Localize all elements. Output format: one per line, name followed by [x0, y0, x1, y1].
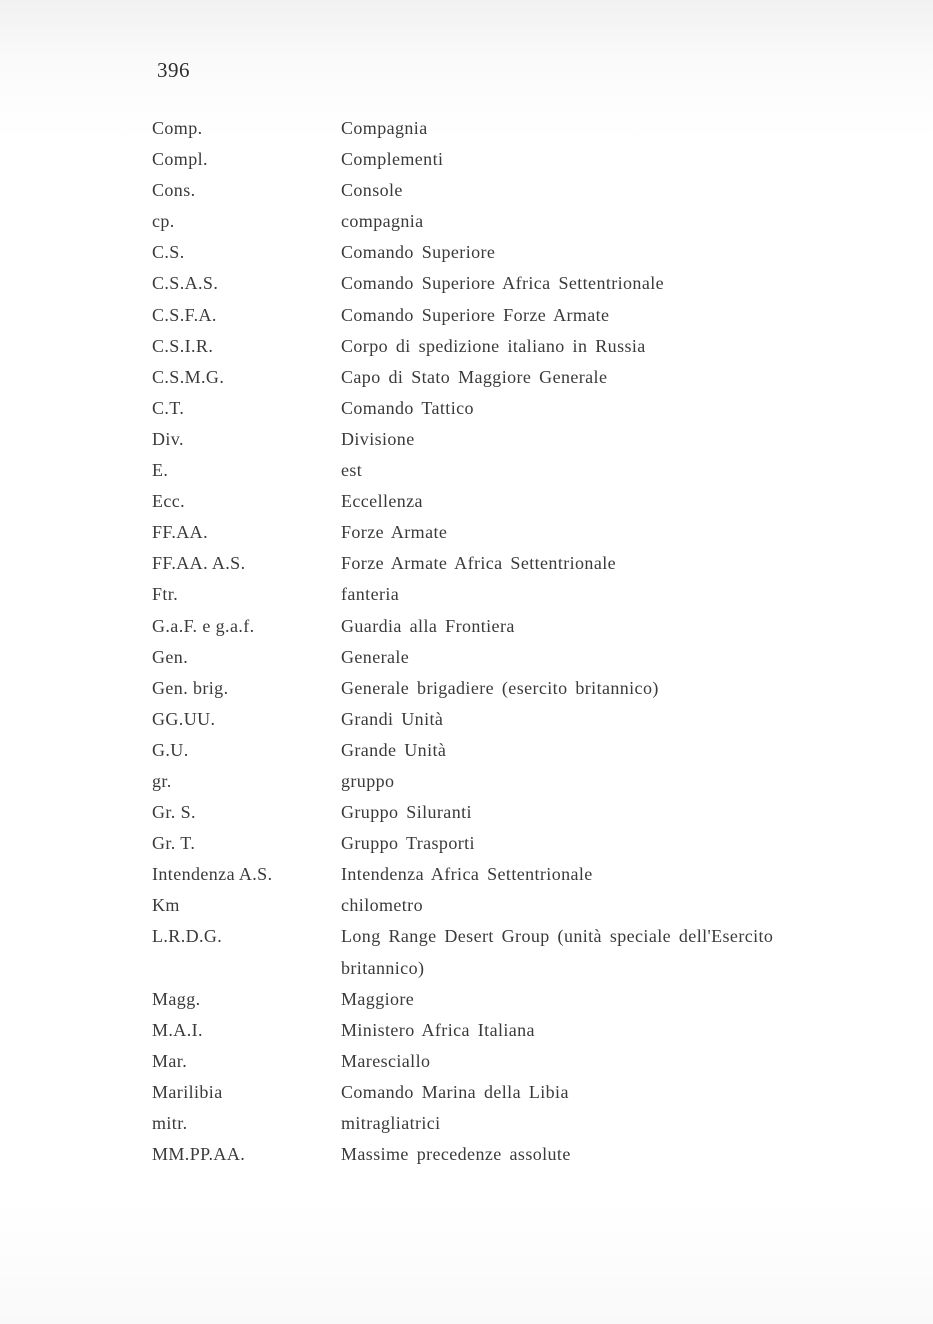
glossary-entry	[0, 393, 933, 424]
glossary-entry	[0, 1015, 933, 1046]
abbreviation: Km	[152, 895, 180, 916]
abbreviation-meaning: Gruppo Siluranti	[341, 802, 472, 823]
glossary-entry	[0, 548, 933, 579]
abbreviation-meaning: fanteria	[341, 584, 400, 605]
abbreviation-meaning: Massime precedenze assolute	[341, 1144, 571, 1165]
abbreviation: M.A.I.	[152, 1019, 203, 1040]
abbreviation-meaning: Guardia alla Frontiera	[341, 615, 515, 636]
abbreviation-meaning: est	[341, 460, 363, 481]
abbreviation-meaning: Comando Tattico	[341, 397, 474, 418]
abbreviation-meaning: Grande Unità	[341, 739, 447, 760]
glossary-entry	[0, 1046, 933, 1077]
abbreviation: E.	[152, 460, 169, 481]
glossary-entry	[0, 300, 933, 331]
abbreviation-meaning: Divisione	[341, 428, 415, 449]
abbreviation-meaning: Intendenza Africa Settentrionale	[341, 864, 593, 885]
abbreviation: mitr.	[152, 1113, 188, 1133]
abbreviation: Gr. S.	[152, 802, 196, 823]
glossary-entry	[0, 766, 933, 797]
abbreviation: gr.	[152, 770, 172, 791]
abbreviation-meaning: gruppo	[341, 770, 395, 791]
abbreviation-meaning: Complementi	[341, 149, 444, 170]
glossary-entry	[0, 642, 933, 673]
abbreviation: Cons.	[152, 180, 196, 201]
abbreviation: C.S.I.R.	[152, 335, 214, 356]
abbreviation: Div.	[152, 428, 184, 449]
glossary-entry	[0, 921, 933, 983]
glossary-entry	[0, 579, 933, 610]
abbreviation: G.a.F. e g.a.f.	[152, 615, 255, 636]
glossary-entry	[0, 517, 933, 548]
abbreviation-meaning: Comando Superiore Africa Settentrionale	[341, 273, 665, 294]
glossary-entry	[0, 704, 933, 735]
glossary-entry	[0, 268, 933, 299]
page-number: 396	[157, 58, 190, 82]
abbreviation: Gr. T.	[152, 833, 196, 854]
abbreviation: GG.UU.	[152, 708, 216, 729]
abbreviation: Marilibia	[152, 1081, 223, 1102]
abbreviation-meaning: chilometro	[341, 895, 423, 916]
abbreviation: C.S.M.G.	[152, 366, 225, 387]
abbreviation-meaning: Maresciallo	[341, 1050, 431, 1071]
abbreviation: cp.	[152, 211, 175, 232]
glossary-entry	[0, 362, 933, 393]
glossary-entry	[0, 611, 933, 642]
abbreviation: G.U.	[152, 739, 189, 760]
abbreviation-meaning: Comando Superiore Forze Armate	[341, 304, 610, 325]
glossary-entry	[0, 237, 933, 268]
abbreviation: Gen. brig.	[152, 677, 229, 698]
glossary-entry	[0, 144, 933, 175]
abbreviation-meaning: Maggiore	[341, 988, 415, 1009]
abbreviation-meaning: Forze Armate	[341, 522, 448, 543]
abbreviation-meaning: Comando Marina della Libia	[341, 1081, 569, 1102]
glossary-entry	[0, 1077, 933, 1108]
abbreviation: Comp.	[152, 118, 203, 138]
glossary-entry	[0, 797, 933, 828]
abbreviation: Gen.	[152, 646, 189, 667]
glossary-entry	[0, 175, 933, 206]
abbreviation-meaning: Compagnia	[341, 118, 428, 138]
abbreviation-meaning: compagnia	[341, 211, 424, 232]
abbreviation-meaning: Grandi Unità	[341, 708, 444, 729]
glossary-entry	[0, 1139, 933, 1170]
abbreviation-meaning: Forze Armate Africa Settentrionale	[341, 553, 617, 574]
abbreviation: FF.AA.	[152, 522, 208, 543]
abbreviation: Intendenza A.S.	[152, 864, 273, 885]
glossary-entry	[0, 486, 933, 517]
glossary-entry	[0, 890, 933, 921]
abbreviation: Magg.	[152, 988, 201, 1009]
abbreviation-list	[0, 113, 933, 1170]
glossary-entry	[0, 455, 933, 486]
abbreviation-meaning: Ministero Africa Italiana	[341, 1019, 535, 1040]
abbreviation-meaning: Long Range Desert Group (unità speciale dell'Esercito britannico)	[341, 926, 774, 978]
glossary-entry	[0, 1108, 933, 1139]
abbreviation-meaning: Gruppo Trasporti	[341, 833, 475, 854]
abbreviation: C.S.	[152, 242, 185, 263]
abbreviation: MM.PP.AA.	[152, 1144, 246, 1165]
glossary-entry	[0, 859, 933, 890]
glossary-entry	[0, 424, 933, 455]
abbreviation-meaning: Console	[341, 180, 403, 201]
glossary-entry	[0, 113, 933, 144]
glossary-entry	[0, 673, 933, 704]
abbreviation: Ecc.	[152, 491, 186, 512]
abbreviation: C.T.	[152, 397, 185, 418]
abbreviation-meaning: Generale	[341, 646, 410, 667]
glossary-entry	[0, 331, 933, 362]
abbreviation: C.S.F.A.	[152, 304, 217, 325]
abbreviation: C.S.A.S.	[152, 273, 219, 294]
abbreviation-meaning: Comando Superiore	[341, 242, 496, 263]
abbreviation: Mar.	[152, 1050, 188, 1071]
abbreviation: Ftr.	[152, 584, 179, 605]
abbreviation: L.R.D.G.	[152, 926, 223, 947]
abbreviation-meaning: Corpo di spedizione italiano in Russia	[341, 335, 646, 356]
abbreviation: Compl.	[152, 149, 208, 170]
abbreviation-meaning: mitragliatrici	[341, 1113, 441, 1133]
glossary-entry	[0, 984, 933, 1015]
abbreviation: FF.AA. A.S.	[152, 553, 246, 574]
glossary-entry	[0, 828, 933, 859]
glossary-entry	[0, 206, 933, 237]
abbreviation-meaning: Generale brigadiere (esercito britannico)	[341, 677, 659, 698]
glossary-entry	[0, 735, 933, 766]
abbreviation-meaning: Eccellenza	[341, 491, 423, 512]
abbreviation-meaning: Capo di Stato Maggiore Generale	[341, 366, 608, 387]
